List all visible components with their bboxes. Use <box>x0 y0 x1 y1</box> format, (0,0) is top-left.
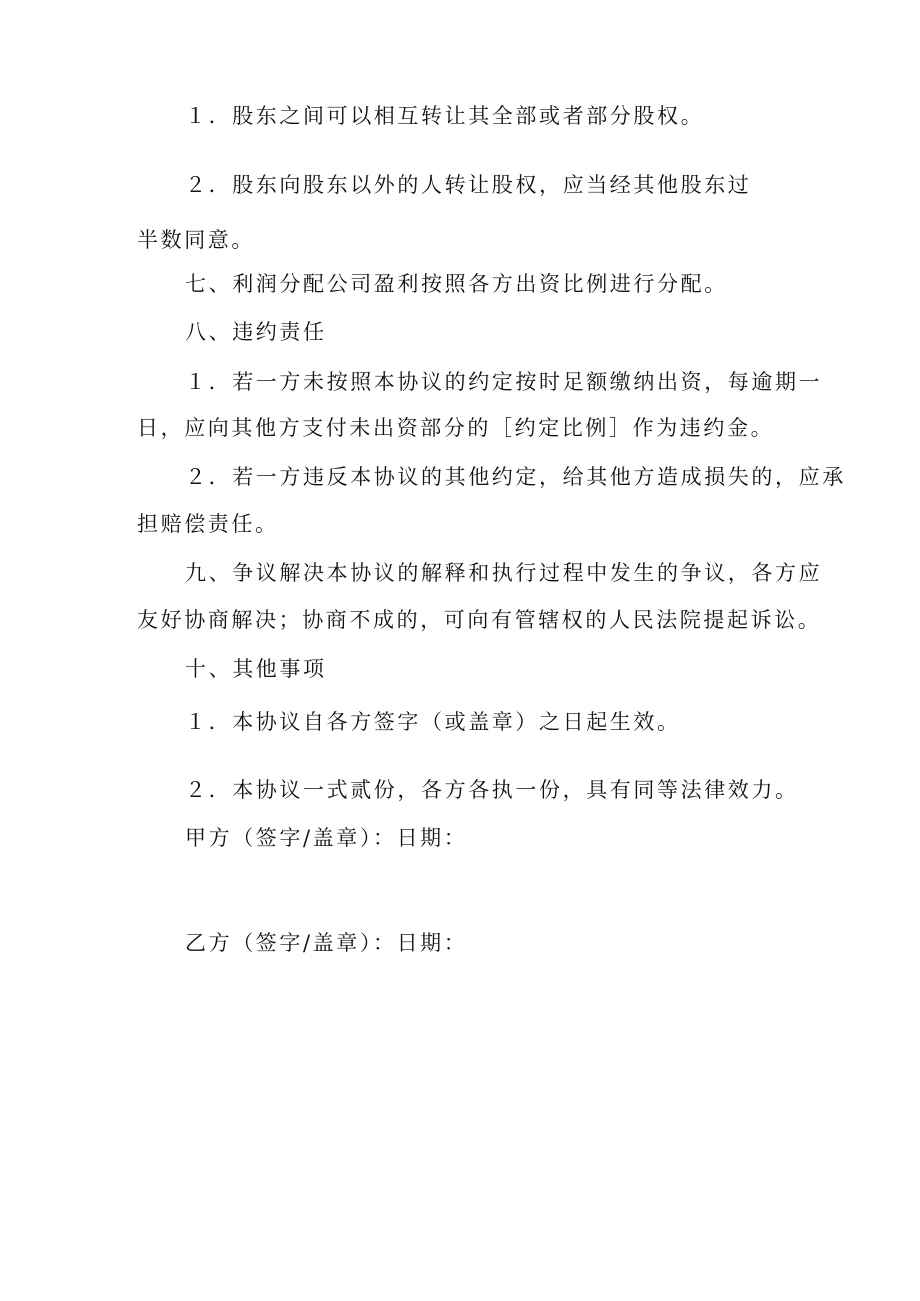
clause-2-transfer-to-outsiders-line-2: 半数同意。 <box>137 228 255 252</box>
breach-clause-2-line-1: ２．若一方违反本协议的其他约定，给其他方造成损失的，应承 <box>185 465 846 489</box>
section-9-dispute-resolution-line-2: 友好协商解决；协商不成的，可向有管辖权的人民法院提起诉讼。 <box>137 608 822 632</box>
section-8-heading: 八、违约责任 <box>185 320 327 344</box>
section-10-heading: 十、其他事项 <box>185 657 327 681</box>
breach-clause-1-line-2: 日，应向其他方支付未出资部分的［约定比例］作为违约金。 <box>137 416 775 440</box>
party-a-signature-line: 甲方（签字/盖章）：日期： <box>185 826 468 850</box>
clause-2-transfer-to-outsiders-line-1: ２．股东向股东以外的人转让股权，应当经其他股东过 <box>185 173 752 197</box>
breach-clause-2-line-2: 担赔偿责任。 <box>137 512 279 536</box>
clause-1-share-transfer-between-shareholders: １．股东之间可以相互转让其全部或者部分股权。 <box>185 104 705 128</box>
other-matters-clause-2: ２．本协议一式贰份，各方各执一份，具有同等法律效力。 <box>185 778 799 802</box>
breach-clause-1-line-1: １．若一方未按照本协议的约定按时足额缴纳出资，每逾期一 <box>185 370 823 394</box>
section-7-profit-distribution: 七、利润分配公司盈利按照各方出资比例进行分配。 <box>185 272 728 296</box>
other-matters-clause-1: １．本协议自各方签字（或盖章）之日起生效。 <box>185 710 681 734</box>
party-b-signature-line: 乙方（签字/盖章）：日期： <box>185 931 468 955</box>
section-9-dispute-resolution-line-1: 九、争议解决本协议的解释和执行过程中发生的争议，各方应 <box>185 561 823 585</box>
